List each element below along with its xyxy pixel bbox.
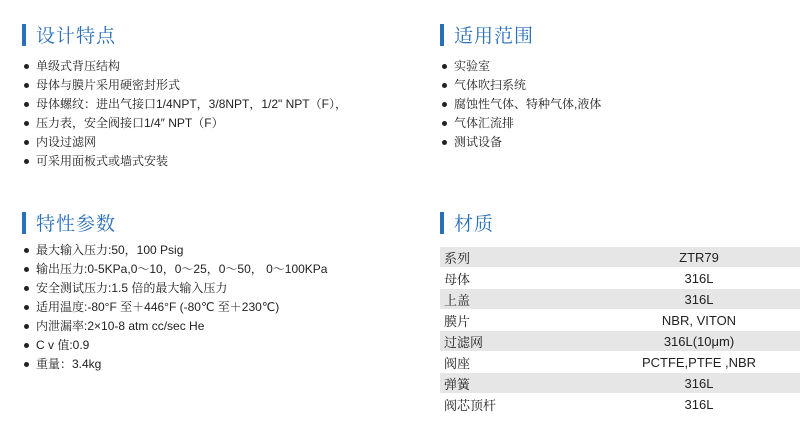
table-row — [440, 331, 800, 352]
list-item: 重量：3.4kg — [22, 355, 327, 374]
list-item: 气体汇流排 — [440, 114, 601, 133]
material-value: NBR, VITON — [598, 310, 800, 331]
list-item: C v 值:0.9 — [22, 336, 327, 355]
material-part-name: 母体 — [440, 268, 598, 289]
material-part-name: 过滤网 — [440, 331, 598, 352]
material-part-name: 系列 — [440, 247, 598, 268]
table-row — [440, 310, 800, 331]
list-item: 内设过滤网 — [22, 133, 347, 152]
material-value: PCTFE,PTFE ,NBR — [598, 352, 800, 373]
list-item: 适用温度:-80°F 至＋446°F (-80℃ 至＋230℃) — [22, 298, 327, 317]
list-item: 测试设备 — [440, 133, 601, 152]
list-item: 安全测试压力:1.5 倍的最大输入压力 — [22, 279, 327, 298]
design-section-header — [22, 21, 116, 48]
table-row — [440, 373, 800, 394]
material-value: 316L — [598, 289, 800, 310]
material-value: 316L — [598, 373, 800, 394]
list-item: 母体与膜片采用硬密封形式 — [22, 76, 347, 95]
materials-table — [440, 247, 800, 415]
title-accent-bar — [440, 24, 444, 46]
material-part-name: 阀座 — [440, 352, 598, 373]
material-value: 316L(10μm) — [598, 331, 800, 352]
materials-section-title: 材质 — [454, 214, 495, 235]
application-section-header — [440, 21, 534, 48]
material-part-name: 弹簧 — [440, 373, 598, 394]
list-item: 实验室 — [440, 57, 601, 76]
list-item: 可采用面板式或墙式安装 — [22, 152, 347, 171]
design-feature-list — [22, 57, 347, 171]
design-section-title: 设计特点 — [36, 26, 117, 47]
table-row — [440, 247, 800, 268]
list-item: 气体吹扫系统 — [440, 76, 601, 95]
specs-list — [22, 241, 327, 374]
material-value: 316L — [598, 268, 800, 289]
application-section-title: 适用范围 — [454, 26, 535, 47]
application-list — [440, 57, 601, 152]
title-accent-bar — [22, 24, 26, 46]
specs-section-title: 特性参数 — [36, 214, 117, 235]
list-item: 母体螺纹：进出气接口1/4NPT，3/8NPT，1/2" NPT（F）， — [22, 95, 347, 114]
list-item: 腐蚀性气体、特种气体,液体 — [440, 95, 601, 114]
table-row — [440, 352, 800, 373]
title-accent-bar — [22, 212, 26, 234]
material-part-name: 膜片 — [440, 310, 598, 331]
table-row — [440, 289, 800, 310]
material-value: ZTR79 — [598, 247, 800, 268]
title-accent-bar — [440, 212, 444, 234]
list-item: 内泄漏率:2×10-8 atm cc/sec He — [22, 317, 327, 336]
list-item: 最大输入压力:50，100 Psig — [22, 241, 327, 260]
specs-section-header — [22, 209, 116, 236]
material-part-name: 上盖 — [440, 289, 598, 310]
material-value: 316L — [598, 394, 800, 415]
material-part-name: 阀芯顶杆 — [440, 394, 598, 415]
list-item: 压力表，安全阀接口1/4″ NPT（F） — [22, 114, 347, 133]
table-row — [440, 268, 800, 289]
list-item: 单级式背压结构 — [22, 57, 347, 76]
table-row — [440, 394, 800, 415]
list-item: 输出压力:0-5KPa,0～10，0～25，0～50， 0～100KPa — [22, 260, 327, 279]
materials-section-header — [440, 209, 494, 236]
